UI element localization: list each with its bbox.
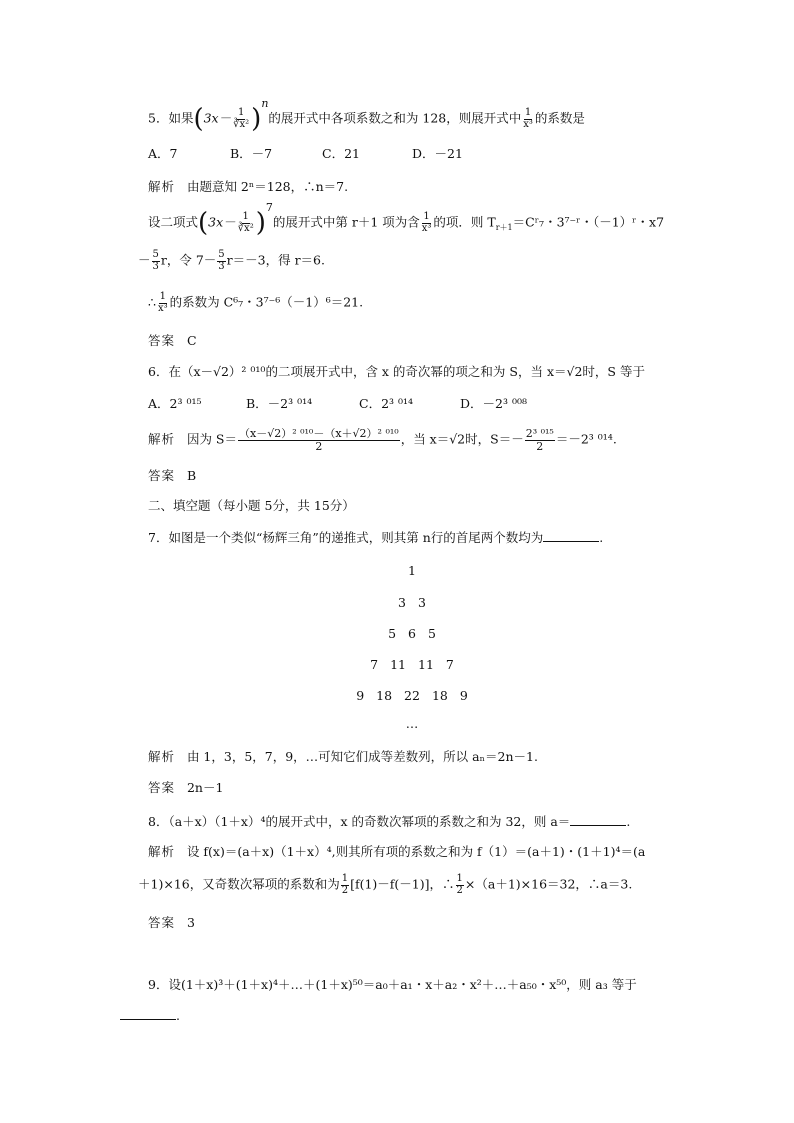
text: ＝Cʳ₇・3⁷⁻ʳ・（－1）ʳ・x7 (512, 214, 665, 230)
answer-value: B (186, 468, 197, 483)
triangle-number: 7 (445, 657, 454, 672)
den: x³ (157, 302, 168, 314)
q5-analysis-line4 (148, 292, 363, 314)
q5-analysis-line3 (138, 250, 325, 272)
q5-exp: n (261, 97, 269, 111)
q5-option-d: D．－21 (412, 146, 463, 161)
frac (421, 212, 433, 234)
answer-label: 答案 (148, 915, 176, 930)
text: . (176, 1008, 180, 1023)
answer-blank[interactable] (120, 1009, 176, 1020)
triangle-number: 6 (408, 626, 416, 641)
q5-frac (522, 108, 534, 130)
q5-text1: 的展开式中各项系数之和为 128，则展开式中 (268, 110, 522, 126)
den: 2 (315, 439, 323, 453)
answer-label: 答案 (148, 468, 176, 483)
answer-blank[interactable] (570, 815, 626, 826)
triangle-row-5 (15, 688, 794, 703)
num: （x－√2）² ⁰¹⁰－（x＋√2）² ⁰¹⁰ (238, 427, 399, 440)
num: 1 (159, 291, 166, 302)
triangle-number: 5 (388, 626, 397, 641)
q6-stem: 6．在（x－√2）² ⁰¹⁰的二项展开式中，含 x 的奇次幂的项之和为 S，当 x＝√2时，S 等于 (148, 364, 645, 379)
q5-option-c: C．21 (322, 146, 360, 161)
paren-left: ( (198, 208, 209, 238)
triangle-number: 11 (390, 657, 406, 672)
text: r＝－3，得 r＝6. (226, 252, 325, 268)
answer-value: 2n－1 (186, 780, 224, 795)
answer-value: 3 (186, 915, 195, 930)
q9-blank-line (120, 1009, 180, 1023)
triangle-number: 7 (370, 657, 379, 672)
triangle-number: 9 (459, 688, 468, 703)
text: . (599, 530, 604, 545)
inner-frac (237, 212, 255, 234)
den: ∛x² (233, 118, 250, 130)
q6-option-d: D．－2³ ⁰⁰⁸ (460, 396, 527, 411)
text: ×（a＋1)×16＝32，∴a＝3. (464, 876, 633, 892)
q7-analysis (148, 751, 538, 764)
triangle-number: 3 (418, 595, 426, 610)
q8-analysis (148, 846, 645, 859)
q6-analysis (148, 428, 617, 452)
den: x³ (421, 222, 432, 234)
sub: r＋1 (495, 223, 513, 232)
text: 8．（a＋x）（1＋x）⁴的展开式中，x 的奇数次幂项的系数之和为 32，则 a＝ (148, 814, 571, 829)
q6-answer (148, 470, 196, 483)
q5-option-b: B．－7 (230, 146, 273, 161)
text: ＋1)×16，又奇数次幂项的系数和为 (138, 876, 340, 892)
triangle-number: 11 (418, 657, 434, 672)
analysis-label: 解析 (148, 844, 176, 859)
den: 2 (456, 884, 463, 896)
den: 2 (341, 884, 349, 896)
frac (341, 874, 349, 896)
triangle-number: 1 (408, 563, 416, 578)
num: 1 (341, 873, 349, 884)
triangle-number: 18 (376, 688, 393, 703)
q6-option-a: A．2³ ⁰¹⁵ (148, 396, 202, 411)
q5-option-a: A．7 (148, 146, 178, 161)
q7-stem (148, 531, 603, 545)
paren-left: ( (193, 104, 204, 134)
q8-stem (148, 815, 630, 829)
text: 的系数为 C⁶₇・3⁷⁻⁶（－1）⁶＝21. (169, 294, 364, 310)
text: ＝－2³ ⁰¹⁴. (555, 431, 617, 447)
q9-stem: 9．设(1＋x)³＋(1＋x)⁴＋…＋(1＋x)⁵⁰＝a₀＋a₁・x＋a₂・x²＋…＋a₅₀・x⁵⁰，则 a₃ 等于 (148, 977, 637, 992)
text: 设二项式 (148, 214, 199, 230)
triangle-row-2 (15, 595, 794, 610)
text: 的项．则 T (433, 214, 496, 230)
q5-answer (148, 335, 197, 348)
triangle-number: 18 (431, 688, 448, 703)
q5-base: 3x－ (203, 110, 232, 126)
exp: 7 (265, 201, 273, 215)
q5-inner-frac (232, 108, 250, 130)
num: 2³ ⁰¹⁵ (525, 427, 554, 440)
q5-number: 5．如果 (148, 110, 194, 126)
paren-right: ) (251, 104, 262, 134)
triangle-number: 3 (398, 595, 406, 610)
analysis-label: 解析 (148, 431, 176, 447)
text: . (626, 814, 631, 829)
den: 2 (536, 439, 544, 453)
paren-right: ) (255, 208, 266, 238)
answer-label: 答案 (148, 780, 176, 795)
triangle-row-1 (15, 563, 794, 578)
frac (157, 292, 169, 314)
num: 5 (152, 249, 159, 260)
frac (217, 250, 225, 272)
q7-answer (148, 782, 223, 795)
triangle-row-3 (15, 626, 794, 641)
num: 1 (456, 873, 463, 884)
triangle-number: 22 (404, 688, 420, 703)
q5-analysis-line1: 由题意知 2ⁿ＝128，∴n＝7. (186, 179, 349, 194)
frac (525, 428, 555, 452)
text: ，当 x＝√2时，S＝－ (400, 431, 524, 447)
analysis-label: 解析 (148, 179, 176, 194)
frac (152, 250, 160, 272)
text: 由 1，3，5，7，9，…可知它们成等差数列，所以 aₙ＝2n－1. (186, 749, 538, 764)
triangle-row-ellipsis (15, 716, 794, 731)
text: 7．如图是一个类似“杨辉三角”的递推式，则其第 n行的首尾两个数均为 (148, 530, 544, 545)
text: 的展开式中第 r＋1 项为含 (272, 214, 420, 230)
q8-analysis-line2 (138, 874, 632, 896)
text: r，令 7－ (160, 252, 217, 268)
answer-label: 答案 (148, 333, 176, 348)
text: 设 f(x)＝(a＋x)（1＋x）⁴,则其所有项的系数之和为 f（1）＝(a＋1)・(1＋1)⁴＝(a (186, 844, 646, 859)
triangle-number: 9 (356, 688, 365, 703)
therefore: ∴ (148, 294, 156, 310)
q6-option-b: B．－2³ ⁰¹⁴ (246, 396, 313, 411)
triangle-ellipsis: … (405, 716, 419, 731)
frac (456, 874, 464, 896)
text: － (138, 252, 151, 268)
q5-text2: 的系数是 (534, 110, 585, 126)
num: 1 (242, 211, 249, 222)
analysis-label: 解析 (148, 749, 176, 764)
text: 因为 S＝ (186, 431, 237, 447)
q8-answer (148, 917, 195, 930)
q5-analysis-line2 (148, 201, 665, 238)
q5-analysis (148, 181, 348, 194)
text: [f(1)－f(－1)]，∴ (350, 876, 455, 892)
num: 1 (423, 211, 430, 222)
num: 1 (524, 107, 532, 118)
den: 3 (218, 260, 225, 272)
answer-blank[interactable] (543, 531, 599, 542)
den: ∛x² (237, 222, 254, 234)
answer-value: C (186, 333, 197, 348)
num: 1 (237, 107, 245, 118)
num: 5 (218, 249, 225, 260)
q5-base-repeat: 3x－ (208, 214, 236, 230)
section-heading: 二、填空题（每小题 5分，共 15分） (148, 498, 355, 513)
frac (238, 428, 400, 452)
q5-stem (148, 97, 585, 134)
triangle-number: 5 (427, 626, 436, 641)
triangle-row-4 (15, 657, 794, 672)
den: 3 (152, 260, 159, 272)
den: x³ (523, 118, 533, 130)
q6-option-c: C．2³ ⁰¹⁴ (359, 396, 414, 411)
